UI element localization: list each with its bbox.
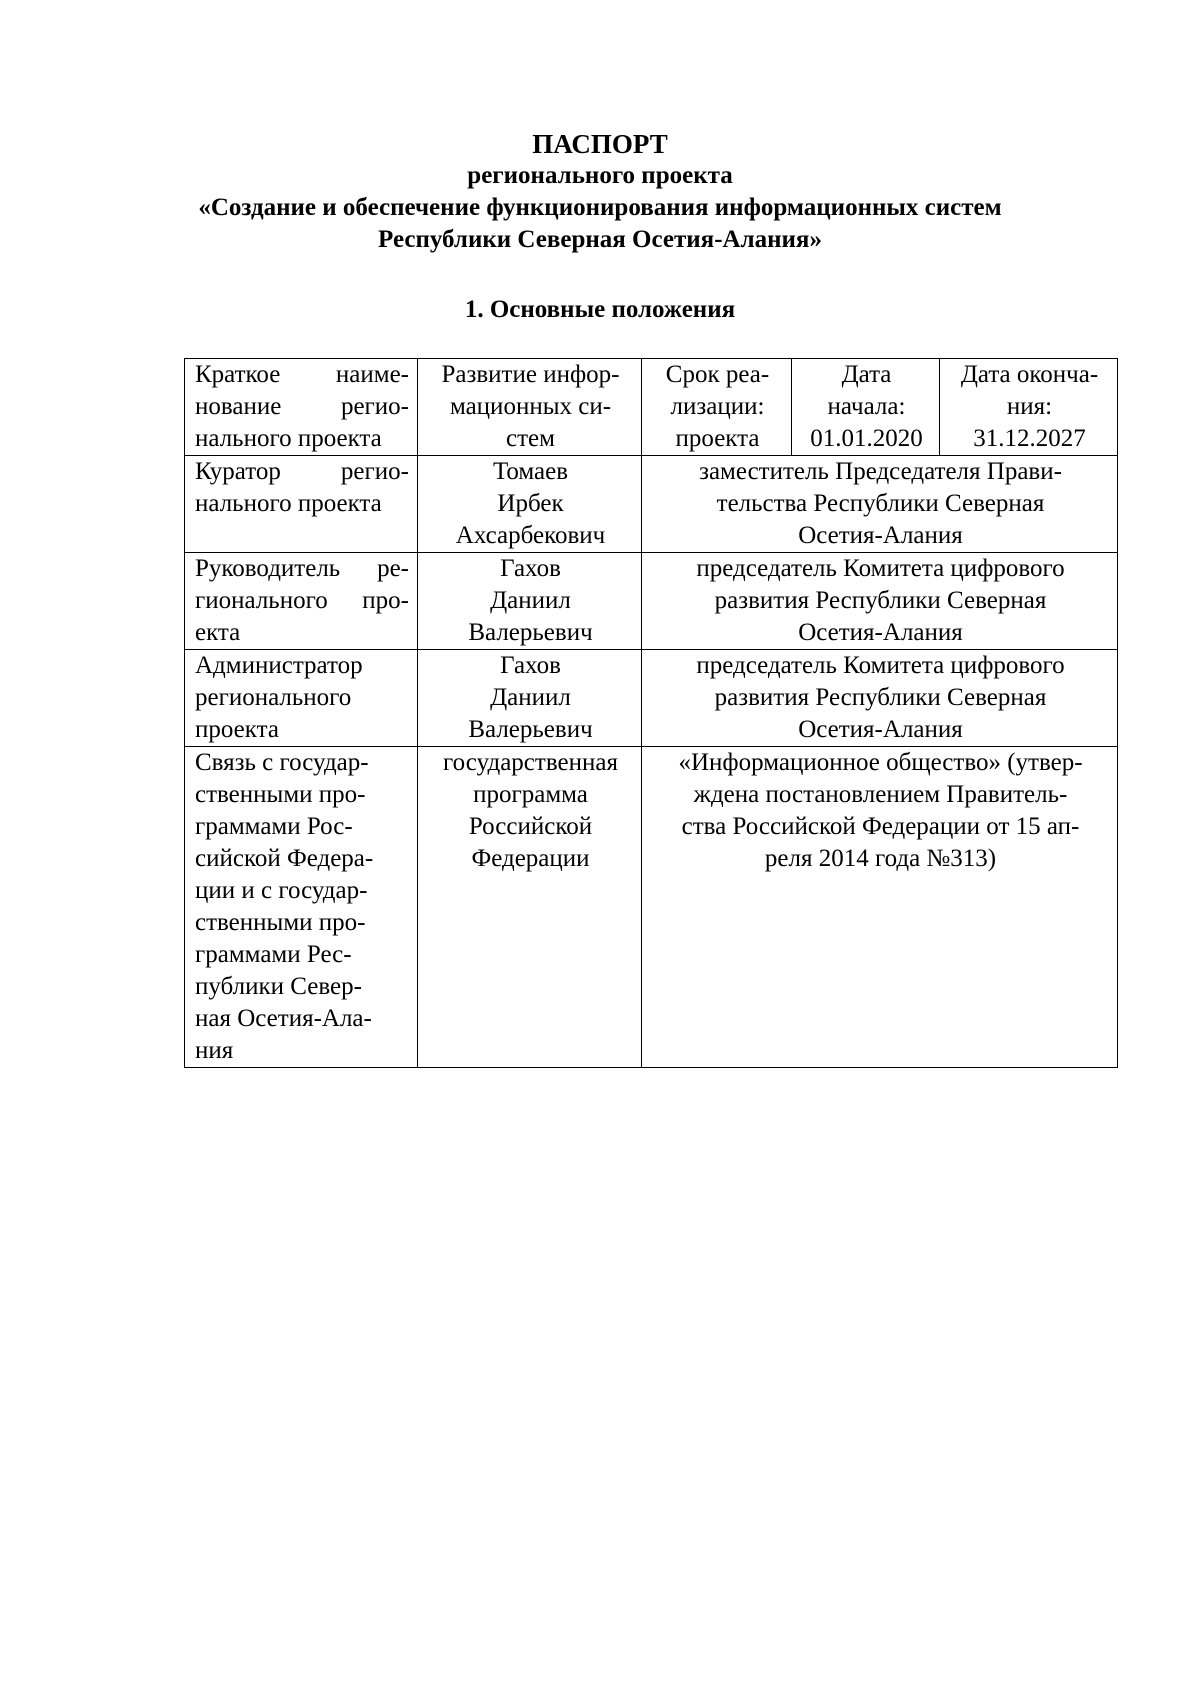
label-line: гионального про- [195,587,409,614]
term-line: проекта [675,425,760,452]
cell-administrator-name [418,650,642,747]
name-line: Даниил [490,587,571,614]
label-line: Куратор регио- [195,458,409,485]
name-line: Ахсарбекович [455,522,606,549]
label-line: ственными про- [195,781,366,808]
cell-curator-name [418,456,642,553]
start-line: начала: [827,393,906,420]
name-line: Гахов [500,555,561,582]
cell-state-programs-type [418,747,642,1068]
table-row-state-programs [185,747,1118,1068]
position-line: Осетия-Алания [798,522,963,549]
end-date-value: 31.12.2027 [973,425,1086,452]
table-row-administrator [185,650,1118,747]
term-line: лизации: [670,393,765,420]
program-type-line: программа [473,781,588,808]
cell-curator-label [185,456,418,553]
name-line: Валерьевич [468,619,593,646]
cell-head-position [642,553,1118,650]
end-line: Дата оконча- [960,361,1099,388]
program-type-line: Российской [468,813,593,840]
program-name-line: реля 2014 года №313) [764,845,997,872]
section-title: 1. Основные положения [464,296,736,323]
position-line: заместитель Председателя Прави- [699,458,1062,485]
label-line: екта [195,619,241,646]
label-line: ции и с государ- [195,877,368,904]
passport-table [184,358,1118,1068]
value-line: мационных си- [449,393,612,420]
value-line: Развитие инфор- [441,361,620,388]
name-line: Валерьевич [468,716,593,743]
name-line: Гахов [500,652,561,679]
end-line: ния: [1006,393,1053,420]
position-line: Осетия-Алания [798,716,963,743]
label-line: Руководитель ре- [195,555,409,582]
cell-curator-position [642,456,1118,553]
position-line: председатель Комитета цифрового [696,555,1065,582]
program-type-line: Федерации [471,845,590,872]
label-line: проекта [195,716,279,743]
cell-short-name-value [418,359,642,456]
document-header [0,128,1200,256]
project-name-line-1: «Создание и обеспечение функционирования информационных систем [198,194,1002,221]
position-line: Осетия-Алания [798,619,963,646]
label-line: нального проекта [195,490,382,517]
cell-head-name [418,553,642,650]
program-type-line: государственная [443,749,618,776]
cell-start-date [792,359,940,456]
program-name-line: ства Российской Федерации от 15 ап- [681,813,1080,840]
label-line: граммами Рес- [195,941,352,968]
program-name-line: ждена постановлением Правитель- [693,781,1068,808]
label-line: нального проекта [195,425,382,452]
table-row-head [185,553,1118,650]
label-line: регионального [195,684,352,711]
label-line: публики Север- [195,973,362,1000]
program-name-line: «Информационное общество» (утвер- [678,749,1083,776]
document-title: ПАСПОРТ [532,129,668,159]
cell-term-label [642,359,792,456]
label-line: Администратор [195,652,363,679]
label-line: ственными про- [195,909,366,936]
cell-end-date [940,359,1118,456]
value-line: стем [506,425,555,452]
name-line: Ирбек [497,490,564,517]
name-line: Даниил [490,684,571,711]
cell-state-programs-label [185,747,418,1068]
table-row-short-name [185,359,1118,456]
position-line: тельства Республики Северная [716,490,1045,517]
label-line: ния [195,1037,234,1064]
label-line: Краткое наиме- [195,361,409,388]
position-line: председатель Комитета цифрового [696,652,1065,679]
cell-state-programs-name [642,747,1118,1068]
position-line: развития Республики Северная [714,587,1047,614]
label-line: граммами Рос- [195,813,353,840]
position-line: развития Республики Северная [714,684,1047,711]
cell-short-name-label [185,359,418,456]
label-line: ная Осетия-Ала- [195,1005,372,1032]
start-line: Дата [841,361,892,388]
start-date-value: 01.01.2020 [810,425,923,452]
name-line: Томаев [492,458,569,485]
term-line: Срок реа- [665,361,770,388]
document-subtitle: регионального проекта [467,162,733,189]
label-line: нование регио- [195,393,409,420]
cell-administrator-position [642,650,1118,747]
project-name-line-2: Республики Северная Осетия-Алания» [378,226,822,253]
label-line: Связь с государ- [195,749,369,776]
label-line: сийской Федера- [195,845,374,872]
cell-head-label [185,553,418,650]
table-row-curator [185,456,1118,553]
cell-administrator-label [185,650,418,747]
